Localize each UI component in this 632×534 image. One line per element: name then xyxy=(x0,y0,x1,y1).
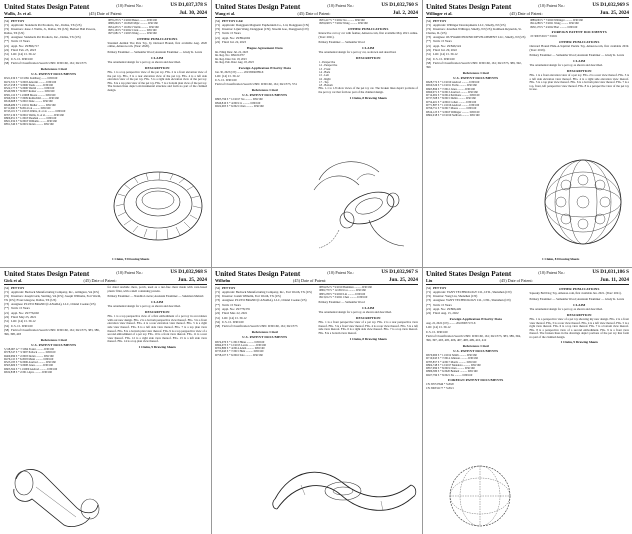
list-item: D851,340 S * 6/2019 Dolan .......... D30/160 xyxy=(4,123,54,127)
list-item: D517,258 S * 3/2006 Tarek .......... D30/160 xyxy=(4,83,54,87)
biblio-field: (51) LOC (14) Cl. 30-12 xyxy=(215,315,247,320)
description-heading: DESCRIPTION xyxy=(355,315,381,320)
biblio-field: (54) PET TOY xyxy=(215,285,236,290)
biblio-field: (21) Appl. No.: 29/776,602 xyxy=(4,310,39,315)
biblio-field: (58) Field of Classification Search USPC D30/160, 161; D21/373, 389, 392, 396 xyxy=(426,60,522,69)
rope-toy-drawing xyxy=(271,455,417,529)
patent-header xyxy=(4,270,207,278)
list-item: D663,896 S * 7/2012 Jones .......... D30/160 xyxy=(426,87,476,91)
drawing-sheets-count: 1 Claim, 9 Drawing Sheets xyxy=(112,257,150,261)
foreign-docs-heading: FOREIGN PATENT DOCUMENTS xyxy=(448,378,504,383)
list-item: D628,772 S * 12/2010 Axelrod .......... D30/160 xyxy=(426,80,480,84)
claim-heading: CLAIM xyxy=(573,302,586,307)
list-item: D581,116 S * 11/2008 Moore .......... D30/160 xyxy=(4,93,56,97)
patent-header xyxy=(426,3,629,11)
drawing-sheets-count: 1 Claim, 8 Drawing Sheets xyxy=(349,95,387,100)
list-item: Int. Filing Date: Jul. 22, 2023 xyxy=(215,51,249,55)
list-item: D596,359 S * 7/2009 Rothschild .......... D30/160 xyxy=(4,97,59,101)
list-item: 1 - Perspective xyxy=(318,61,336,65)
right-column xyxy=(108,19,208,127)
reference-list xyxy=(215,98,315,108)
list-item: Int. Reg. No.: DM/224737 xyxy=(215,54,245,58)
foreign-doc-list xyxy=(426,383,526,390)
patent-number: US D1,031,186 S xyxy=(592,269,629,275)
reference-list xyxy=(108,19,208,35)
patent-subheader xyxy=(426,278,629,285)
patent-date: Jun. 25, 2024 xyxy=(388,277,418,283)
patent-number-label: (10) Patent No.: xyxy=(116,3,144,8)
left-column xyxy=(4,286,104,374)
biblio-field: (54) PET TOY CAR xyxy=(215,18,243,23)
biblio-field: (58) Field of Classification Search USPC D30/160, 161; D21/373 xyxy=(4,60,87,65)
biblio-field: (73) Assignee: OUTWARD HOUND DEVELOPMENT LLC, Smelly, NJ (US) xyxy=(426,35,526,40)
biblio-field: (54) PET TOY xyxy=(4,18,25,23)
left-column xyxy=(4,19,104,127)
list-item: D889,063 S * 7/2020 Willinger .......... D30/160 xyxy=(529,19,583,22)
list-item: D714,002 S * 9/2014 Pettibone .......... D30/160 xyxy=(426,94,480,98)
list-item: 1.5 - Left xyxy=(318,74,329,78)
right-column xyxy=(108,286,208,374)
priority-data: Jan. 30, 2023 (CN) ......... 202330040389.X xyxy=(215,70,264,74)
patent-header xyxy=(426,270,629,278)
list-item: D959,048 S * 7/2022 Wang .......... D30/160 xyxy=(318,22,368,26)
biblio-field: (**) Term: 15 Years xyxy=(426,39,452,44)
other-publications: Squeaky Ball Dog Toy, Amazon.com, first available Jan. 2021. (Year: 2021). xyxy=(529,291,622,296)
patent-number: US D1,032,968 S xyxy=(170,269,207,275)
priority-heading: Foreign Application Priority Data xyxy=(238,65,291,70)
list-item: D955,163 S * 6/2022 Clark .......... D30/160 xyxy=(107,28,157,32)
list-item: D694,973 S * 12/2013 Lewis .......... D30/160 xyxy=(215,343,267,347)
chew-toy-drawing xyxy=(6,459,106,529)
patent-title: United States Design Patent xyxy=(426,3,512,11)
biblio-field: (54) PET TOY xyxy=(426,18,447,23)
drawing-sheets-count: 1 Claim, 8 Drawing Sheets xyxy=(542,257,580,261)
references-subheading: U.S. PATENT DOCUMENTS xyxy=(242,335,288,340)
patent-sheet xyxy=(0,0,211,267)
list-item: D767,219 S * 9/2016 Wallis, Jr. et al. .......... D30/160 xyxy=(4,113,64,117)
patent-subheader xyxy=(426,11,629,18)
inventor-name: Wilhelm xyxy=(215,278,231,283)
list-item: D469,999 S * 2/2003 Dolan .......... D30/160 xyxy=(4,354,54,358)
list-item: CN 305747646 * 5/2020 xyxy=(426,383,454,387)
list-item: D674,970 S * 1/2013 Hines .......... D30/160 xyxy=(215,340,265,344)
claim-heading: CLAIM xyxy=(151,299,164,304)
drawing-sheets-count: 1 Claim, 9 Drawing Sheets xyxy=(560,340,598,345)
hague-data-list xyxy=(215,51,315,64)
list-item: D934,455 S * 10/2021 Wallis .......... D30/160 xyxy=(107,25,159,29)
examiner: Primary Examiner — Samantha Wood; Assistant Examiner — Glady K. Lewis xyxy=(107,50,203,55)
drawing-sheets-count: 1 Claim, 8 Drawing Sheets xyxy=(349,336,387,341)
references-heading: References Cited xyxy=(462,343,489,348)
references-heading: References Cited xyxy=(251,330,278,335)
list-item: D805,796 S * 12/2017 Xu .......... D30/160 xyxy=(215,98,263,102)
biblio-field: (58) Field of Classification Search USPC D30/160, 161; D21/373, 383, 386, 396, 398, 403 xyxy=(4,327,100,336)
patent-number-label: (10) Patent No.: xyxy=(327,270,355,275)
other-publications-heading: OTHER PUBLICATIONS xyxy=(559,287,600,292)
reference-list xyxy=(4,348,104,374)
patent-title: United States Design Patent xyxy=(4,270,90,278)
list-item: D733,943 S * 7/2015 Hunt .......... D30/160 xyxy=(215,350,264,354)
list-item: D846,810 S * 4/2019 Li .......... D30/160 xyxy=(215,101,261,105)
biblio-field: (21) Appl. No.: 29/866,449 xyxy=(426,307,461,312)
patent-number-label: (10) Patent No.: xyxy=(538,270,566,275)
loc-class: LOC (14) Cl. 30-12 xyxy=(215,73,240,78)
claim-heading: CLAIM xyxy=(362,45,375,50)
list-item: D616,608 S * 5/2010 Dane .......... D30/160 xyxy=(4,100,53,104)
list-item: D806,951 S * 1/2018 Sheehan .......... D30/160 xyxy=(4,116,57,120)
list-item: 1.3 - Front xyxy=(318,67,331,71)
biblio-field: (72) Inventors: Jesse J. Wallis, Jr., Dallas, TX (US); Herbert Ball Powers, Dallas, TX (US) xyxy=(4,27,96,35)
description-text: FIG. 1 is a front perspective view of a pet toy. FIG. 2 is a rear perspective view thereof. FIG. 3 is a front view thereof. FIG. 4 is a rear view thereof. FIG. 5 is a left side view thereof. FIG. 6 is a right side view thereof. FIG. 7 is a top view thereof. FIG. 8 is a bottom view thereof. xyxy=(318,320,418,335)
biblio-field: (71) Applicant: Willinger Developments LLC, Smelly, NJ (US) xyxy=(426,22,506,27)
biblio-field: (22) Filed: Feb. 23, 2023 xyxy=(4,48,37,53)
biblio-field: (54) PET TOY xyxy=(426,285,447,290)
list-item: D523,185 S * 6/2006 Axelrod .......... D30/160 xyxy=(4,361,56,365)
claim-text: The ornamental design for a pet toy, as shown and described. xyxy=(529,306,603,311)
patent-header xyxy=(215,270,418,278)
other-publications: Standard Animal Tire Pets Toy, by Outward Hound, first available Aug. 2020 online, Amazon.com. (Year: 2020). xyxy=(107,40,207,49)
list-item: D472,331 S * 3/2003 Amorini .......... D30/160 xyxy=(4,80,57,84)
patent-number-label: (10) Patent No.: xyxy=(116,270,144,275)
list-item: D758,107 S * 6/2016 Salo .......... D30/160 xyxy=(215,353,263,357)
figure-list xyxy=(319,61,419,87)
priority-heading: Foreign Application Priority Data xyxy=(449,317,502,322)
biblio-field: (71) Applicant: Dongguan Magnetic Euphonium Co., Ltd, Dongguan (CN) xyxy=(215,22,309,27)
biblio-field: (22) Filed: Mar. 22, 2021 xyxy=(215,311,248,316)
description-heading: DESCRIPTION xyxy=(355,55,381,60)
date-label: (45) Date of Patent: xyxy=(499,278,533,283)
biblio-field: (72) Inventor: Josiah Wilhelm, Fort Worth, TX (US) xyxy=(215,294,281,299)
biblio-field: (72) Inventors: Joseph Gick, Sterling, VA (US); Joseph Williams, Fort Worth, TX (US); Evan Glasgow, Dallas, TX (US) xyxy=(4,294,101,302)
biblio-field: (**) Term: 15 Years xyxy=(215,31,241,36)
patent-title: United States Design Patent xyxy=(426,270,512,278)
reference-list xyxy=(426,81,526,117)
biblio-field: (72) Inventors: Jonathan Willinger, Smelly, NJ (US); Kathleen Reynolds, St. Charles, IL (US) xyxy=(426,27,522,35)
other-publications-heading: OTHER PUBLICATIONS xyxy=(137,36,178,41)
hague-data-heading: Hague Agreement Data xyxy=(246,45,283,50)
biblio-field: (73) Assignee: PLUTO BRAND (CANADA), LLC, Orland Cookie (US) xyxy=(215,298,307,303)
foreign-doc: CN 306374519 * 3/2021 xyxy=(529,35,558,39)
patent-title: United States Design Patent xyxy=(4,3,90,11)
us-class: U.S. Cl. D30/160 xyxy=(426,329,448,334)
patent-subheader xyxy=(215,278,418,285)
list-item: D522,177 S * 5/2006 Wernli .......... D30/160 xyxy=(4,87,55,91)
list-item: D321,019 S * 10/1991 Kohlberg ........ D30/160 xyxy=(4,77,58,81)
biblio-field: (52) U.S. Cl. D30/160 xyxy=(215,319,244,324)
inventor-name: Gick et al. xyxy=(4,278,23,283)
patent-subheader xyxy=(215,11,418,18)
list-item: 1.7 - Top xyxy=(318,80,329,84)
foreign-docs-heading: FOREIGN PATENT DOCUMENTS xyxy=(551,30,607,35)
list-item: D650,526 S * 12/2011 Fuchs .......... D30/160 xyxy=(426,84,477,88)
reference-list xyxy=(4,77,104,126)
biblio-field: (71) Applicant: YANY TECHNOLOGY CO., LTD., Shenzhen (CN) xyxy=(426,289,512,294)
list-item: D804,748 S * 12/2017 Mendoza .......... D30/160 xyxy=(426,363,481,367)
list-item: D859,052 S * 9/2019 Bushman .......... D30/160 xyxy=(318,286,372,289)
list-item: D632,838 S * 2/2011 Ayes .......... D30/160 xyxy=(4,371,53,375)
list-item: D476,110 S * 6/2003 Mann .......... D30/160 xyxy=(4,357,54,361)
date-label: (45) Date of Patent: xyxy=(83,278,117,283)
other-publications: Interactive cat toy car with feather, Amazon.com, first available May 2021 online. (Year: 2021). xyxy=(318,30,418,39)
inventor-name: Wallis, Jr. et al. xyxy=(4,11,32,16)
list-item: Int. Reg. Date: Jul. 18, 2023 xyxy=(215,57,247,61)
references-heading: References Cited xyxy=(40,337,67,342)
list-item: D922,003 S * 6/2021 Chen .......... D30/160 xyxy=(215,105,264,109)
list-item: D975,981 S * 1/2023 Wang .......... D30/160 xyxy=(107,32,157,36)
biblio-field: (**) Term: 15 Years xyxy=(4,39,30,44)
list-item: D876,235 S * 2/2020 Baker .......... D30/160 xyxy=(107,19,157,22)
patent-sheet xyxy=(211,0,422,267)
list-item: D913,012 S * 3/2021 Chen .......... D30/160 xyxy=(318,295,368,299)
references-subheading: U.S. PATENT DOCUMENTS xyxy=(242,93,288,98)
description-heading: DESCRIPTION xyxy=(566,68,592,73)
biblio-field: (72) Inventor: Lijun Wang, Dongguan (CN); Xiaolin Gao, Dongguan (CN) xyxy=(215,27,309,32)
tire-toy-drawing xyxy=(108,150,208,254)
claim-text: The ornamental design for a pet toy, as shown and described. xyxy=(318,310,392,315)
patent-number: US D1,037,378 S xyxy=(170,2,207,8)
list-item: D886,380 S * 6/2020 Bennett .......... D30/160 xyxy=(426,370,478,374)
examiner: Primary Examiner — Nandita Lawrie; Assistant Examiner — Suleiman Mehtab xyxy=(107,294,204,299)
list-item: D563,609 S * 3/2008 Jones .......... D30/160 xyxy=(4,364,54,368)
other-publications-heading: OTHER PUBLICATIONS xyxy=(348,26,389,31)
inventor-name: Liu xyxy=(426,278,433,283)
biblio-field: (21) Appl. No.: 29/896,717 xyxy=(4,43,39,48)
list-item: 1.6 - Right xyxy=(318,77,331,81)
list-item: D796,751 S * 9/2017 Mauro .......... D30/160 xyxy=(426,107,477,111)
description-text: FIG. 1 is a front elevation view of a pet toy. FIG. 2 is a rear view thereof. FIG. 3 is a left side elevation view thereof. FIG. 4 is a right side elevation view thereof. FIG. 5 is a top plan view thereof. FIG. 6 is a bottom plan view thereof. FIG. 7 is a top, front, left perspective view thereof. FIG. 8 is a perspective view of the pet toy in use. xyxy=(529,73,629,92)
patent-sheet xyxy=(422,267,632,534)
patent-number-label: (10) Patent No.: xyxy=(538,3,566,8)
list-item: D927,799 S * 8/2021 Xu .......... D30/160 xyxy=(426,373,473,377)
right-column xyxy=(319,286,419,357)
date-label: (45) Date of Patent: xyxy=(509,11,543,16)
description-text: FIG. 1 is a top perspective view of the pet toy. FIG. 2 is a front elevation view of the pet toy. FIG. 3 is a rear elevation view of the pet toy. FIG. 4 is a left side elevation view of the pet toy. FIG. 5 is a right side elevation view of the pet toy. FIG. 6 is a top plan view of the pet toy. FIG. 7 is a bottom plan view of the pet toy. The broken lines depict environmental structure and form no part of the claimed design. xyxy=(107,69,207,92)
biblio-field: (73) Assignee: Standards Pet Products, Inc., Dallas, TX (US) xyxy=(4,35,81,40)
list-item: D710,045 S * 7/2014 Johnson .......... D30/160 xyxy=(426,357,478,361)
references-subheading: U.S. PATENT DOCUMENTS xyxy=(31,342,77,347)
biblio-field: (71) Applicant: Bedrock Manufacturing Company, Inc., Arlington, VA (US) xyxy=(4,289,99,294)
right-column xyxy=(530,19,630,117)
claim-heading: CLAIM xyxy=(573,58,586,63)
ball-toy-drawing xyxy=(536,150,630,254)
patent-sheet xyxy=(422,0,632,267)
examiner: Primary Examiner — Samantha Wood xyxy=(318,40,365,45)
patent-date: Jul. 2, 2024 xyxy=(392,10,418,16)
list-item: CN 306532177 * 5/2021 xyxy=(426,386,454,390)
squeaky-ball-drawing xyxy=(430,463,530,529)
left-column xyxy=(215,286,315,357)
biblio-field: (54) PET TOY xyxy=(4,285,25,290)
list-item: D711,060 S * 8/2014 Lai .......... D30/160 xyxy=(4,106,51,110)
patent-title: United States Design Patent xyxy=(215,3,301,11)
reference-list xyxy=(530,19,630,29)
references-heading: References Cited xyxy=(40,66,67,71)
list-item: D862,018 S * 10/2019 Sullivan .......... D30/160 xyxy=(426,113,480,117)
other-publications: Outward Hound Hide-A-Squirrel Puzzle Toy, Amazon.com, first available 2019. (Year: 2019). xyxy=(529,43,629,52)
list-item: D754,401 S * 4/2016 Cohen .......... D30/160 xyxy=(426,100,477,104)
loc-class: LOC (14) Cl. 30-12 xyxy=(426,325,451,330)
list-item: D857,999 S * 8/2019 Chen .......... D30/160 xyxy=(426,367,475,371)
list-item: D785,857 S * 4/2017 Morris .......... D30/160 xyxy=(426,360,477,364)
patent-title: United States Design Patent xyxy=(215,270,301,278)
patent-number: US D1,032,967 S xyxy=(381,269,418,275)
list-item: D690,071 S * 9/2013 Axelrod .......... D30/160 xyxy=(426,90,478,94)
other-publications: for dried rawhide chew, porch, used as a nut-free chew made with corn-based plastic filler, with a shell containing protein. xyxy=(107,285,207,293)
patent-number-label: (10) Patent No.: xyxy=(327,3,355,8)
inventor-name: Willinger et al. xyxy=(426,11,453,16)
description-heading: DESCRIPTION xyxy=(144,309,170,314)
patent-date: Jun. 11, 2024 xyxy=(600,277,629,283)
list-item: 1.4 - Back xyxy=(318,70,331,74)
list-item: 5,318,967 A * 7/1994 Foster .......... D30/160 xyxy=(4,347,55,351)
biblio-field: (51) LOC (14) Cl. 30-12 xyxy=(4,319,36,324)
patent-subheader xyxy=(4,278,207,285)
description-text: FIG. 1 is a top perspective view of a first embodiment of a pet toy in accordance with our new design. FIG. 2 is a bottom perspective view thereof. FIG. 3 is a front elevation view thereof. FIG. 4 is a rear elevation view thereof. FIG. 5 is a right side view thereof. FIG. 6 is a left side view thereof. FIG. 7 is a top plan view thereof. FIG. 8 is a bottom plan view thereof. FIG. 9 is a top perspective view of a second embodiment of a pet toy. FIG. 10 is a front view thereof. FIG. 11 is a rear view thereof. FIG. 12 is a right side view thereof. FIG. 13 is a left side view thereof. FIG. 14 is a top plan view thereof. xyxy=(107,314,207,344)
patent-header xyxy=(4,3,207,11)
list-item: D895,238 S * 9/2020 Lin .......... D30/160 xyxy=(318,292,366,296)
list-item: Int. Reg. Pub. Date: Aug. 18, 2023 xyxy=(215,61,254,65)
list-item: D737,508 S * 8/2015 Dubin .......... D30/160 xyxy=(426,97,476,101)
biblio-field: (22) Filed: May 25, 2021 xyxy=(4,315,37,320)
patent-date: Jun. 25, 2024 xyxy=(177,277,207,283)
patent-number: US D1,032,969 S xyxy=(592,2,629,8)
patent-number: US D1,032,760 S xyxy=(381,2,418,8)
examiner: Primary Examiner — Samantha Wood; Assistant Examiner — Glady K. Lewis xyxy=(529,53,625,58)
search-field: Field of Classification Search USPC D30/160, 161; D21/373, 383, 389, 394, 396, 397, 403, 405, 406, 407, 408, 409, 410, 412 xyxy=(426,333,521,342)
biblio-field: (22) Filed: Jul. 22, 2023 xyxy=(215,40,246,45)
drawing-sheets-count: 1 Claim, 9 Drawing Sheets xyxy=(138,344,176,349)
examiner: Primary Examiner — Samantha Wood; Assistant Examiner — Glady K. Lewis xyxy=(529,296,625,301)
left-column xyxy=(426,19,526,117)
claim-heading: CLAIM xyxy=(151,55,164,60)
biblio-field: (21) Appl. No.: 29/846,524 xyxy=(426,43,461,48)
reference-list xyxy=(426,354,526,377)
list-item: D914,289 S * 3/2021 Wang .......... D30/160 xyxy=(529,22,579,26)
us-class: U.S. Cl. D30/160 xyxy=(215,77,237,82)
biblio-field: (51) LOC (14) Cl. 30-12 xyxy=(426,52,458,57)
claim-text: The ornamental design for a pet toy, as shown and described. xyxy=(107,60,181,65)
references-subheading: U.S. PATENT DOCUMENTS xyxy=(31,72,77,77)
biblio-field: (52) U.S. Cl. D30/160 xyxy=(426,56,455,61)
claim-text: The ornamental design for a pet toy, as shown and described. xyxy=(107,304,181,309)
biblio-field: (22) Filed: Aug. 15, 2022 xyxy=(426,311,459,316)
list-item: D549,389 S * 8/2007 Romer .......... D30/160 xyxy=(4,90,55,94)
date-label: (45) Date of Patent: xyxy=(297,11,331,16)
biblio-field: (71) Applicant: Bedrock Manufacturing Company, Inc., Fort Worth, TX (US) xyxy=(215,289,312,294)
patent-header xyxy=(215,3,418,11)
list-item: D378,347 S * 3/1997 Pollock .......... D30/160 xyxy=(4,351,56,355)
list-item: D955,417 S * 5/2022 Xu .......... D30/160 xyxy=(318,19,365,22)
list-item: D743,101 S * 11/2015 Wallis, Jr. et al. .......... D30/160 xyxy=(4,110,66,114)
inventor-name: Wang et al. xyxy=(215,11,236,16)
date-label: (45) Date of Patent: xyxy=(88,11,122,16)
biblio-field: (21) Appl. No.: 29/778,335 xyxy=(215,307,250,312)
list-item: D869,770 S * 12/2019 Lu .......... D30/160 xyxy=(318,289,366,293)
biblio-field: (71) Applicant: Standards Pet Products, Inc., Dallas, TX (US) xyxy=(4,22,82,27)
biblio-field: (58) Field of Classification Search USPC D30/160, 161; D21/373 xyxy=(215,324,298,329)
examiner: Primary Examiner — Samantha Wood xyxy=(318,300,365,305)
biblio-field: (51) LOC (14) Cl. 30-12 xyxy=(4,52,36,57)
list-item: D603,564 S * 11/2009 Axelrod .......... D30/160 xyxy=(4,367,58,371)
list-item: 1.2 - Perspective xyxy=(318,64,338,68)
biblio-field: (21) Appl. No.: 29/894,604 xyxy=(215,35,250,40)
references-heading: References Cited xyxy=(462,70,489,75)
patent-date: Jun. 25, 2024 xyxy=(599,10,629,16)
list-item: D950,179 S * 4/2022 Hart .......... D30/160 xyxy=(529,25,578,29)
description-heading: DESCRIPTION xyxy=(144,65,170,70)
list-item: D702,880 S * 4/2014 Adam .......... D30/160 xyxy=(215,347,265,351)
biblio-field: (52) U.S. Cl. D30/160 xyxy=(4,56,33,61)
description-text: FIG. 1.1 to 1.8 show views of the pet toy car. The broken lines depict portions of the pet toy car that form no part of the claimed design. xyxy=(318,86,418,95)
list-item: D898,294 S * 10/2020 Mijic .......... D30/160 xyxy=(107,22,158,26)
description-text: FIG. 1 is a perspective view of a pet toy showing my new design. FIG. 2 is a front view thereof. FIG. 3 is a rear view thereof. FIG. 4 is a left view thereof. FIG. 5 is a right view thereof. FIG. 6 is a top view thereof. FIG. 7 is a bottom view thereof. FIG. 8 is a perspective view of a second embodiment. FIG. 9 is a front view thereof. The broken lines in the drawings depict portions of the pet toy that form no part of the claimed design. xyxy=(529,316,629,339)
biblio-field: (73) Assignee: PLUTO BRAND (CANADA), LLC, Orland Cookie (US) xyxy=(4,302,96,307)
patent-date: Jul. 30, 2024 xyxy=(179,10,207,16)
claim-heading: CLAIM xyxy=(362,305,375,310)
claim-text: The ornamental design for a pet toy car, as shown and described. xyxy=(318,50,397,55)
list-item: D648,489 S * 11/2011 Muller .......... D30/160 xyxy=(4,103,56,107)
references-subheading: U.S. PATENT DOCUMENTS xyxy=(453,75,499,80)
list-item: D771,887 S * 11/2016 Axelrod .......... D30/160 xyxy=(426,104,480,108)
priority-data: Aug. 22, 2022 (CN) ......... 202230657172.X xyxy=(426,322,476,326)
claim-text: The ornamental design for a pet toy, as shown and described. xyxy=(529,63,603,68)
biblio-field: (73) Assignee: YANY TECHNOLOGY CO., LTD., Shenzhen (CN) xyxy=(426,298,511,303)
reference-list xyxy=(215,341,315,357)
description-heading: DESCRIPTION xyxy=(566,312,592,317)
list-item: D814,125 S * 3/2018 Willinger .......... D30/160 xyxy=(426,110,480,114)
reference-list xyxy=(319,286,419,299)
search-field: Field of Classification Search USPC D30/160, 161; D21/373, 574 xyxy=(215,82,297,87)
left-column xyxy=(426,286,526,390)
toy-car-drawing xyxy=(299,150,417,262)
biblio-field: (**) Term: 15 Years xyxy=(215,302,241,307)
left-column xyxy=(215,19,315,108)
patent-sheet xyxy=(0,267,211,534)
right-column xyxy=(319,19,419,108)
biblio-field: (**) Term: 15 Years xyxy=(4,306,30,311)
list-item: D821,034 S * 6/2018 Williams .......... D30/160 xyxy=(4,120,57,124)
biblio-field: (72) Inventor: Yong Liu, Shenzhen (CN) xyxy=(426,294,478,299)
biblio-field: (52) U.S. Cl. D30/160 xyxy=(4,323,33,328)
patent-subheader xyxy=(4,11,207,18)
reference-list xyxy=(319,19,419,26)
biblio-field: (**) Term: 15 Years xyxy=(426,302,452,307)
references-heading: References Cited xyxy=(251,88,278,93)
list-item: 1.8 - Bottom xyxy=(318,84,333,88)
biblio-field: (22) Filed: Jul. 29, 2022 xyxy=(426,48,457,53)
references-subheading: U.S. PATENT DOCUMENTS xyxy=(453,348,499,353)
list-item: D670,060 S * 11/2012 Smith .......... D30/160 xyxy=(426,353,477,357)
other-publications-heading: OTHER PUBLICATIONS xyxy=(559,39,600,44)
patent-sheet xyxy=(211,267,422,534)
date-label: (45) Date of Patent: xyxy=(293,278,327,283)
right-column xyxy=(530,286,630,390)
